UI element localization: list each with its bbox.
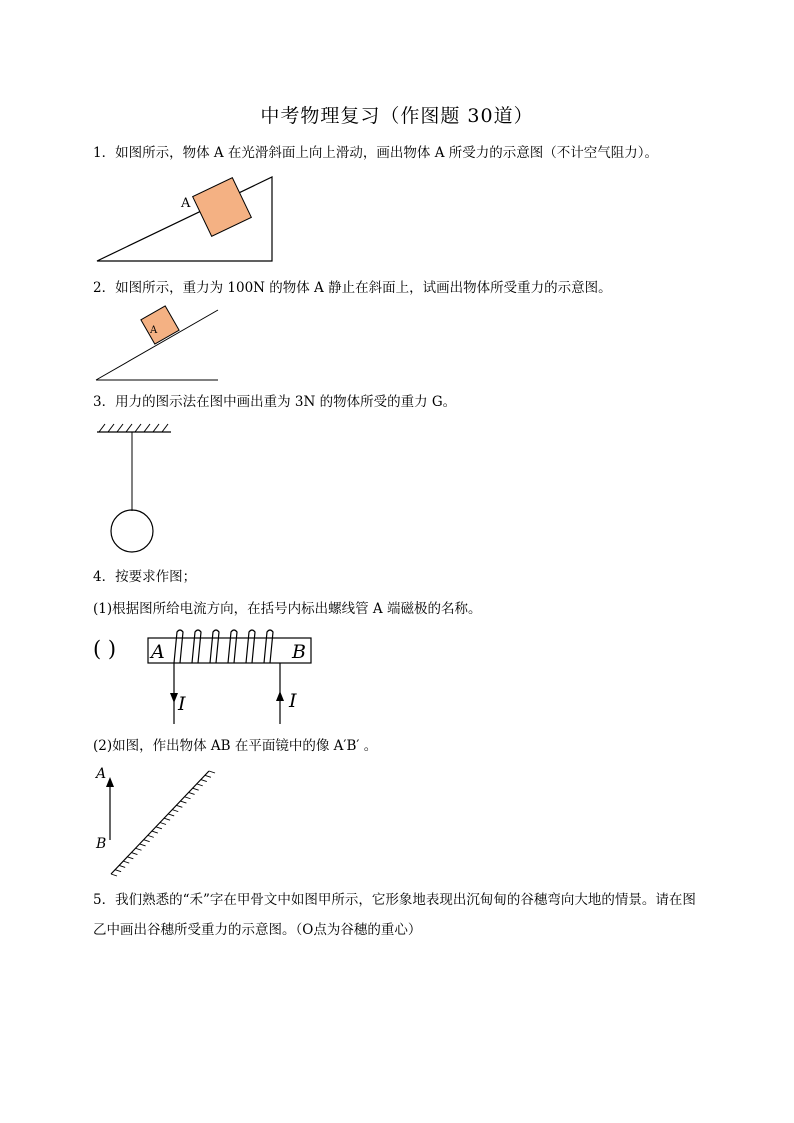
question-text: 用力的图示法在图中画出重为 3N 的物体所受的重力 G。 <box>115 394 457 410</box>
question-text: 如图所示，物体 A 在光滑斜面上向上滑动，画出物体 A 所受力的示意图（不计空气阻力）。 <box>115 145 659 161</box>
question-number: 5． <box>93 892 116 908</box>
block-a <box>141 306 179 344</box>
ball <box>111 510 153 552</box>
current-arrow-up <box>276 691 284 701</box>
solenoid-diagram <box>93 625 333 730</box>
pendulum-diagram <box>95 420 175 555</box>
current-label-left: I <box>178 693 186 715</box>
current-arrow-down <box>170 693 178 703</box>
incline-diagram-1 <box>95 170 280 265</box>
question-number: 3． <box>93 394 116 410</box>
pole-answer-bracket: ( ) <box>93 637 117 661</box>
mirror-hatch <box>111 771 215 876</box>
question-text: 如图所示，重力为 100N 的物体 A 静止在斜面上，试画出物体所受重力的示意图。 <box>115 280 612 296</box>
question-5 <box>93 885 703 945</box>
block-a <box>193 178 252 237</box>
question-number: 4． <box>93 569 116 585</box>
point-b-label: B <box>96 836 107 852</box>
block-label: A <box>181 196 191 211</box>
question-text: 我们熟悉的“禾”字在甲骨文中如图甲所示，它形象地表现出沉甸甸的谷穗弯向大地的情景。请在图乙中画出谷穗所受重力的示意图。（O点为谷穗的重心） <box>93 892 696 938</box>
question-number: 1． <box>93 145 116 161</box>
incline-diagram-2 <box>95 305 225 385</box>
question-4 <box>93 567 196 587</box>
question-4-sub2: (2)如图，作出物体 AB 在平面镜中的像 A′B′ 。 <box>93 738 378 754</box>
page-title: 中考物理复习（作图题 30道） <box>260 105 534 127</box>
question-2 <box>93 278 612 298</box>
end-a-label: A <box>151 641 165 663</box>
question-4-sub1: (1)根据图所给电流方向，在括号内标出螺线管 A 端磁极的名称。 <box>93 601 482 617</box>
end-b-label: B <box>292 641 306 663</box>
point-a-label: A <box>96 766 107 782</box>
coil-windings <box>174 630 280 724</box>
question-text: 按要求作图； <box>115 569 197 585</box>
current-label-right: I <box>289 690 297 712</box>
question-number: 2． <box>93 280 116 296</box>
block-label: A <box>150 325 158 336</box>
mirror-diagram <box>93 763 218 878</box>
question-3 <box>93 392 456 412</box>
question-1 <box>93 143 658 163</box>
object-arrowhead <box>106 777 114 787</box>
ceiling-hatch <box>99 424 168 432</box>
